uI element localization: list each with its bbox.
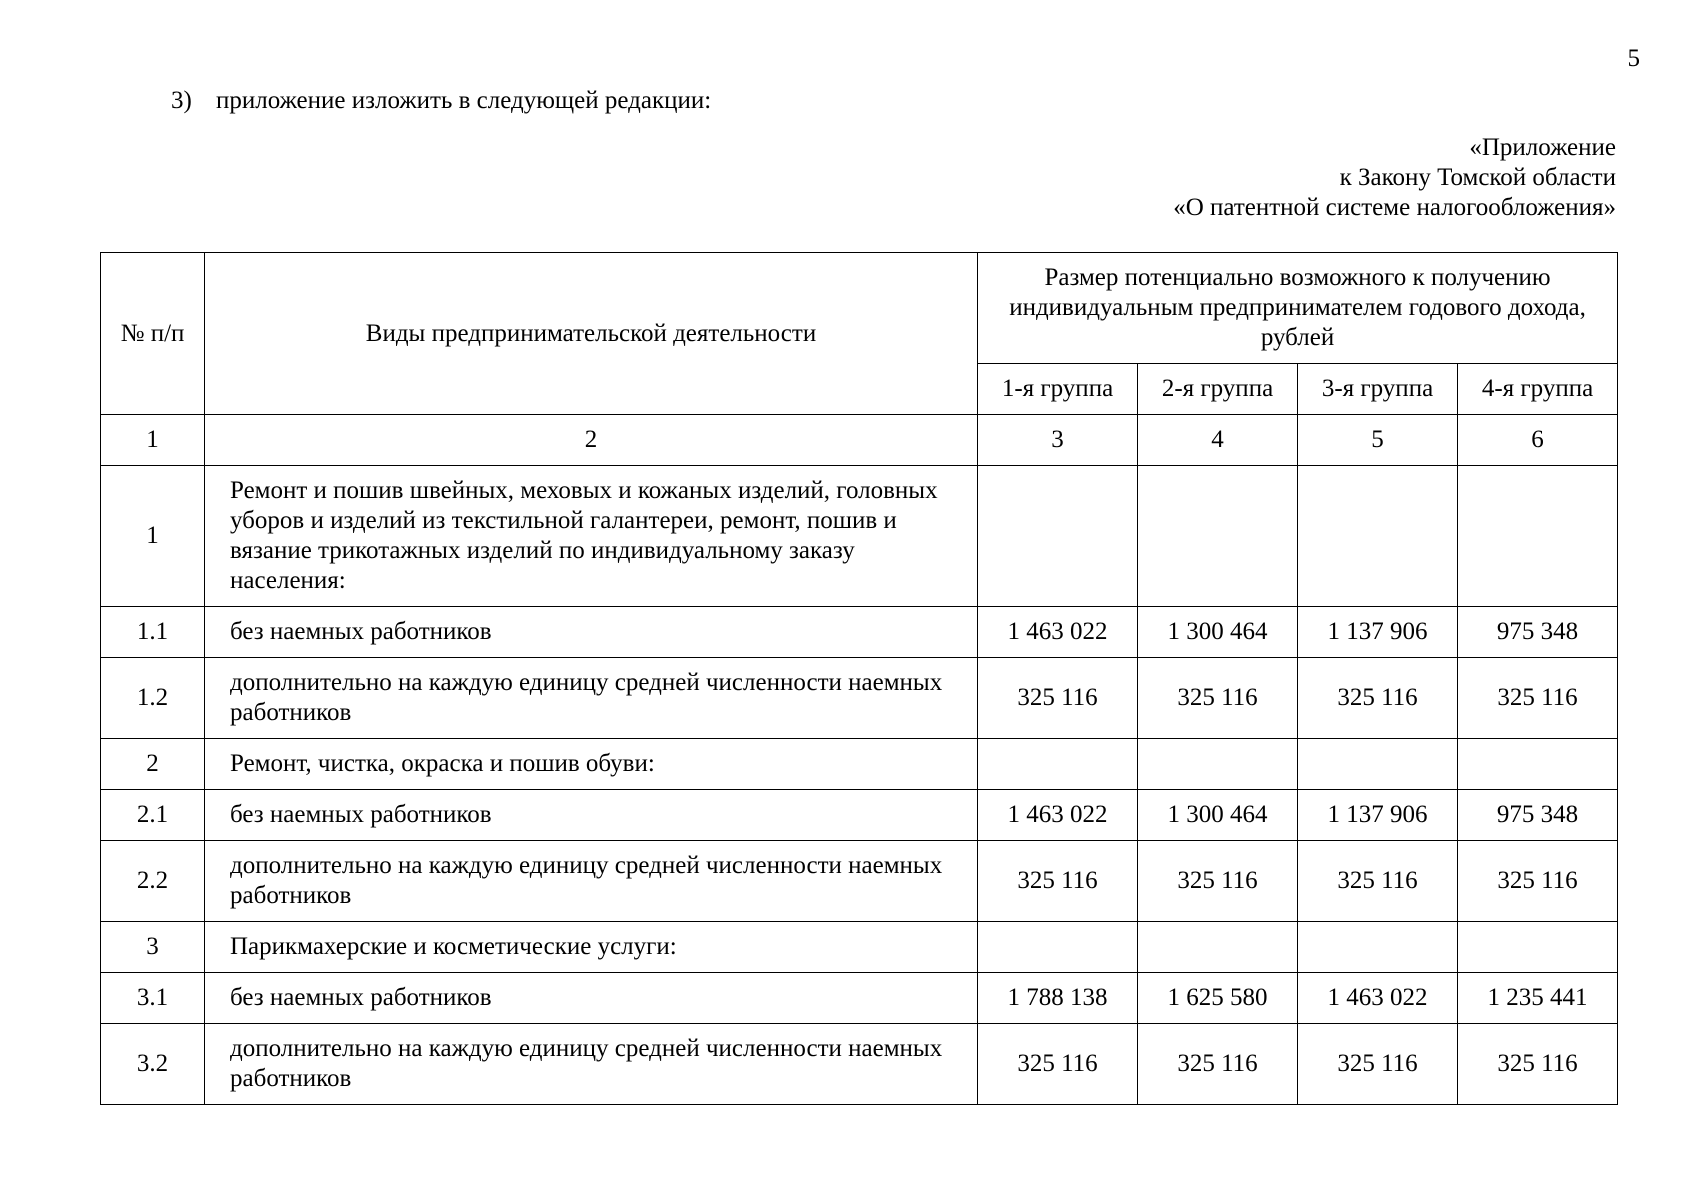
header-row <box>101 253 1618 364</box>
row-number: 3.2 <box>101 1024 205 1105</box>
row-number: 3.1 <box>101 973 205 1024</box>
column-number: 1 <box>101 415 205 466</box>
row-value-group-4: 1 235 441 <box>1458 973 1618 1024</box>
row-value-group-4: 975 348 <box>1458 790 1618 841</box>
row-value-group-2 <box>1138 922 1298 973</box>
page-number: 5 <box>1627 45 1640 72</box>
appendix-heading <box>1173 133 1616 223</box>
column-number: 5 <box>1298 415 1458 466</box>
row-value-group-1: 1 463 022 <box>978 607 1138 658</box>
row-value-group-1 <box>978 922 1138 973</box>
row-value-group-3 <box>1298 466 1458 607</box>
income-table <box>100 252 1618 1105</box>
row-value-group-3: 325 116 <box>1298 841 1458 922</box>
row-number: 1.1 <box>101 607 205 658</box>
appendix-heading-line-2: к Закону Томской области <box>1339 164 1616 191</box>
row-activity: без наемных работников <box>205 973 978 1024</box>
row-value-group-2 <box>1138 466 1298 607</box>
row-activity: Ремонт, чистка, окраска и пошив обуви: <box>205 739 978 790</box>
row-value-group-2: 1 300 464 <box>1138 790 1298 841</box>
table-row <box>101 841 1618 922</box>
row-value-group-4: 325 116 <box>1458 658 1618 739</box>
appendix-heading-line-1: «Приложение <box>1469 134 1616 161</box>
row-value-group-3: 1 137 906 <box>1298 790 1458 841</box>
header-activity: Виды предпринимательской деятельности <box>205 253 978 415</box>
row-value-group-1: 325 116 <box>978 1024 1138 1105</box>
column-number: 2 <box>205 415 978 466</box>
amendment-item-text: приложение изложить в следующей редакции: <box>216 87 712 114</box>
row-value-group-3: 1 463 022 <box>1298 973 1458 1024</box>
table-row <box>101 1024 1618 1105</box>
row-value-group-1 <box>978 739 1138 790</box>
header-group-1: 1-я группа <box>978 364 1138 415</box>
column-numbers-row <box>101 415 1618 466</box>
row-number: 1 <box>101 466 205 607</box>
row-value-group-1: 1 788 138 <box>978 973 1138 1024</box>
amendment-item <box>171 86 711 116</box>
row-value-group-2: 1 625 580 <box>1138 973 1298 1024</box>
row-number: 2.1 <box>101 790 205 841</box>
row-value-group-2 <box>1138 739 1298 790</box>
amendment-item-number: 3) <box>171 87 192 114</box>
row-value-group-1 <box>978 466 1138 607</box>
row-number: 1.2 <box>101 658 205 739</box>
table-row <box>101 922 1618 973</box>
row-value-group-4: 325 116 <box>1458 841 1618 922</box>
row-value-group-4 <box>1458 739 1618 790</box>
column-number: 6 <box>1458 415 1618 466</box>
header-group-3: 3-я группа <box>1298 364 1458 415</box>
row-activity: дополнительно на каждую единицу средней численности наемных работников <box>205 1024 978 1105</box>
row-activity: Парикмахерские и косметические услуги: <box>205 922 978 973</box>
row-activity: дополнительно на каждую единицу средней численности наемных работников <box>205 658 978 739</box>
row-value-group-1: 1 463 022 <box>978 790 1138 841</box>
row-number: 2.2 <box>101 841 205 922</box>
row-activity: Ремонт и пошив швейных, меховых и кожаных изделий, головных уборов и изделий из текстильной галантереи, ремонт, пошив и вязание трикотажных изделий по индивидуальному заказу населения: <box>205 466 978 607</box>
row-number: 2 <box>101 739 205 790</box>
row-value-group-4: 325 116 <box>1458 1024 1618 1105</box>
column-number: 4 <box>1138 415 1298 466</box>
row-value-group-3: 325 116 <box>1298 1024 1458 1105</box>
row-value-group-3: 1 137 906 <box>1298 607 1458 658</box>
header-number: № п/п <box>101 253 205 415</box>
header-group-2: 2-я группа <box>1138 364 1298 415</box>
row-value-group-4 <box>1458 922 1618 973</box>
row-value-group-2: 325 116 <box>1138 1024 1298 1105</box>
column-number: 3 <box>978 415 1138 466</box>
row-value-group-2: 1 300 464 <box>1138 607 1298 658</box>
header-income: Размер потенциально возможного к получению индивидуальным предпринимателем годового дохода, рублей <box>978 253 1618 364</box>
row-value-group-2: 325 116 <box>1138 658 1298 739</box>
row-number: 3 <box>101 922 205 973</box>
row-value-group-3: 325 116 <box>1298 658 1458 739</box>
row-value-group-3 <box>1298 922 1458 973</box>
row-value-group-4 <box>1458 466 1618 607</box>
row-activity: дополнительно на каждую единицу средней численности наемных работников <box>205 841 978 922</box>
table-row <box>101 790 1618 841</box>
row-value-group-1: 325 116 <box>978 841 1138 922</box>
row-activity: без наемных работников <box>205 607 978 658</box>
appendix-heading-line-3: «О патентной системе налогообложения» <box>1173 194 1616 221</box>
table-row <box>101 466 1618 607</box>
row-value-group-3 <box>1298 739 1458 790</box>
table-row <box>101 658 1618 739</box>
row-activity: без наемных работников <box>205 790 978 841</box>
header-group-4: 4-я группа <box>1458 364 1618 415</box>
table-row <box>101 739 1618 790</box>
table-row <box>101 973 1618 1024</box>
row-value-group-2: 325 116 <box>1138 841 1298 922</box>
row-value-group-4: 975 348 <box>1458 607 1618 658</box>
row-value-group-1: 325 116 <box>978 658 1138 739</box>
table-row <box>101 607 1618 658</box>
